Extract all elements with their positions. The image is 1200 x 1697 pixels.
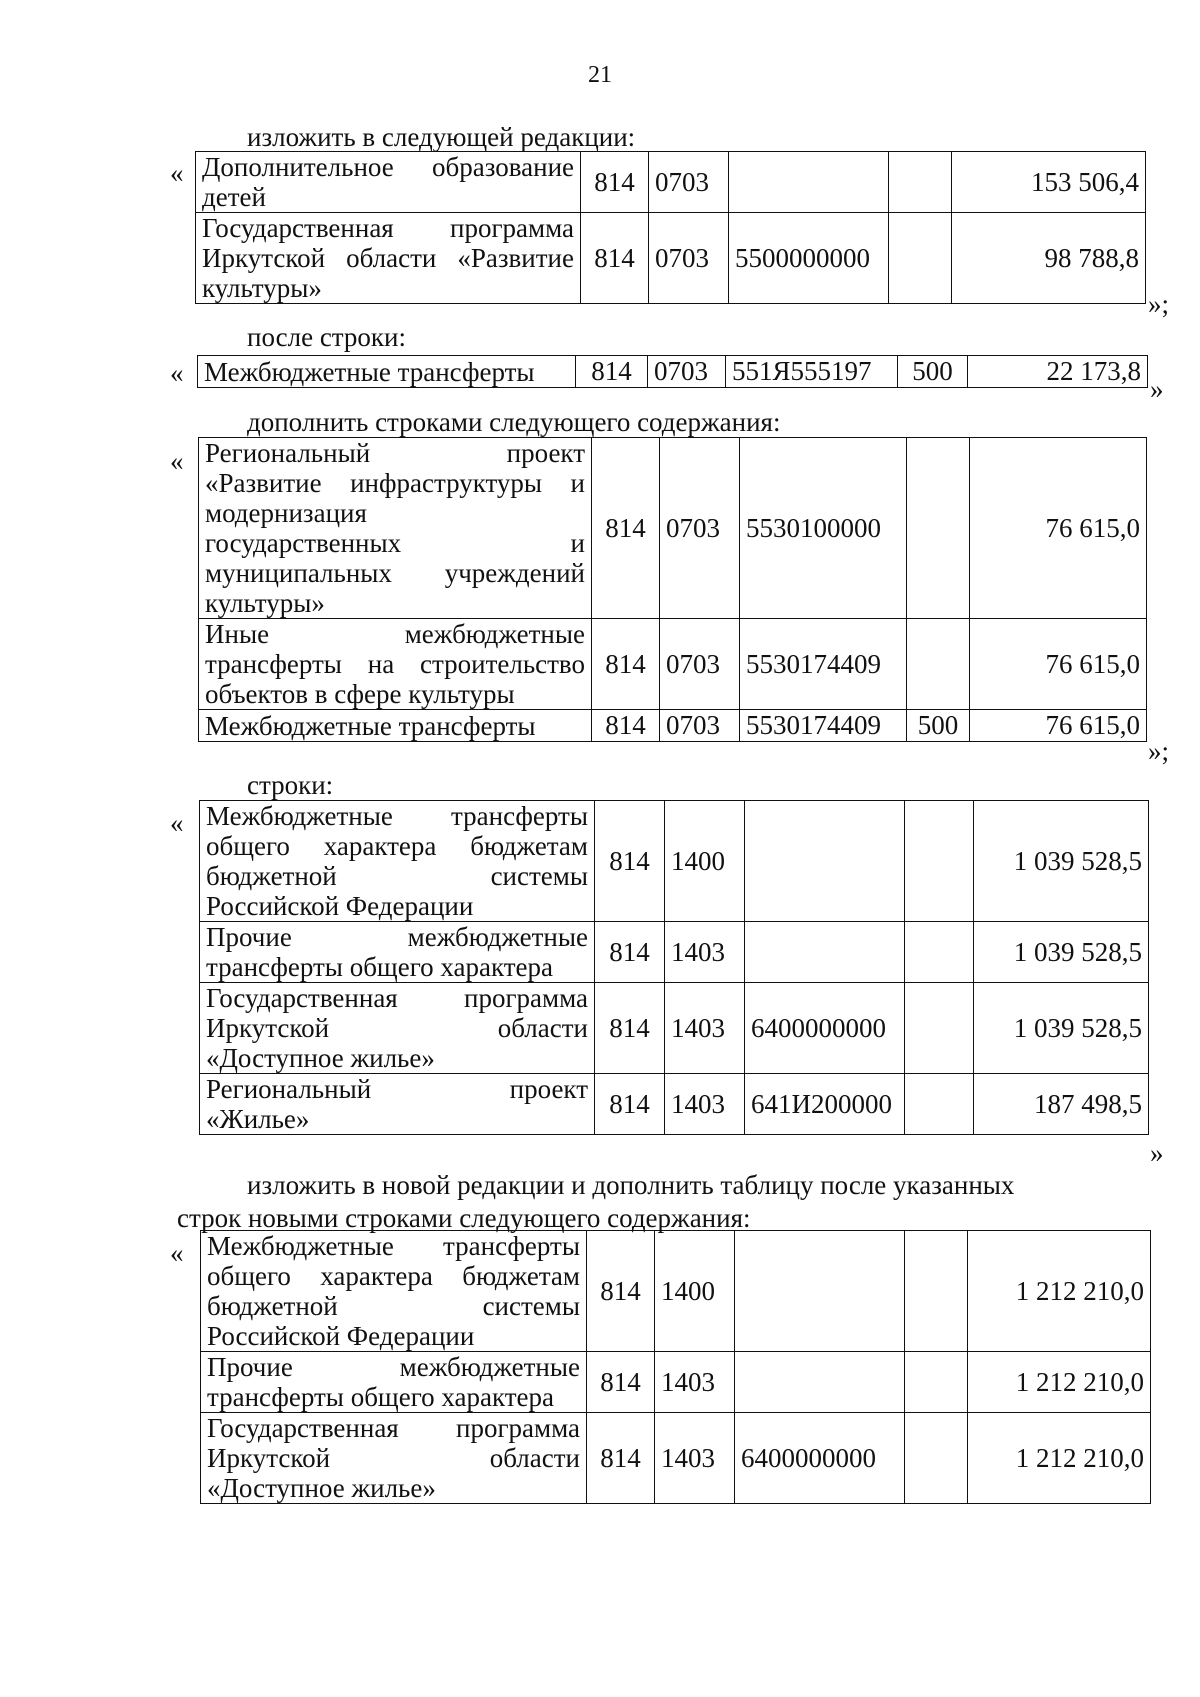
table-row: [198, 356, 1148, 388]
cell-name-line: трансферты на строительство: [205, 649, 585, 679]
cell-target-article: 641И200000: [745, 1074, 905, 1135]
cell-name-line: Российской Федерации: [207, 1321, 475, 1351]
budget-table-3: [198, 437, 1147, 742]
cell-expense-type: [889, 213, 952, 304]
cell-code: 814: [587, 1413, 655, 1504]
cell-amount: 1 039 528,5: [974, 983, 1149, 1074]
budget-table-1: [195, 151, 1146, 304]
cell-name-line: «Доступное жилье»: [207, 1473, 436, 1503]
cell-code: 814: [595, 983, 665, 1074]
open-quote: «: [170, 158, 184, 188]
budget-table-5: [200, 1230, 1151, 1504]
cell-section: 1400: [655, 1231, 735, 1352]
instruction-text: изложить в новой редакции и дополнить таблицу после указанных: [247, 1170, 1015, 1200]
cell-amount: 1 212 210,0: [968, 1231, 1151, 1352]
cell-code: 814: [595, 801, 665, 922]
cell-expense-type: [907, 438, 970, 619]
cell-name: [198, 356, 576, 388]
cell-target-article: 551Я555197: [726, 356, 898, 388]
close-quote: »;: [1148, 289, 1170, 319]
cell-target-article: 6400000000: [735, 1413, 905, 1504]
cell-name: [199, 438, 592, 619]
cell-section: 0703: [660, 710, 740, 742]
cell-name: [200, 1074, 595, 1135]
cell-name-line: Межбюджетные трансферты: [206, 801, 588, 831]
cell-name-line: трансферты общего характера: [206, 952, 553, 982]
cell-expense-type: [905, 922, 974, 983]
cell-name-line: трансферты общего характера: [207, 1382, 554, 1412]
cell-name-line: Региональный проект: [205, 438, 585, 468]
cell-name-line: Межбюджетные трансферты: [205, 710, 536, 741]
cell-code: 814: [595, 922, 665, 983]
cell-name: [196, 152, 581, 213]
cell-section: 1403: [655, 1352, 735, 1413]
table-row: [199, 710, 1147, 742]
cell-name-line: Иные межбюджетные: [205, 619, 585, 649]
instruction-text: изложить в следующей редакции:: [247, 122, 636, 152]
open-quote: «: [170, 358, 184, 388]
cell-section: 1403: [665, 1074, 745, 1135]
cell-amount: 153 506,4: [952, 152, 1146, 213]
page-number: 21: [588, 62, 612, 88]
cell-name-line: государственных и: [205, 528, 585, 558]
open-quote: «: [170, 1238, 184, 1268]
cell-name: [199, 619, 592, 710]
table-row: [196, 152, 1146, 213]
cell-target-article: 5530174409: [740, 710, 907, 742]
cell-name-line: «Жилье»: [206, 1104, 310, 1134]
cell-expense-type: 500: [898, 356, 968, 388]
cell-section: 0703: [648, 356, 726, 388]
cell-target-article: [745, 801, 905, 922]
cell-name-line: детей: [202, 182, 266, 212]
cell-name-line: объектов в сфере культуры: [205, 679, 515, 709]
cell-target-article: 5530100000: [740, 438, 907, 619]
cell-code: 814: [581, 213, 649, 304]
close-quote: »;: [1148, 736, 1170, 766]
cell-expense-type: [905, 1352, 968, 1413]
cell-name-line: Региональный проект: [206, 1074, 588, 1104]
cell-name-line: Межбюджетные трансферты: [204, 356, 535, 387]
open-quote: «: [170, 808, 184, 838]
cell-name-line: Государственная программа: [206, 983, 588, 1013]
cell-name-line: Иркутской области «Развитие: [202, 243, 574, 273]
cell-code: 814: [581, 152, 649, 213]
cell-section: 1403: [665, 922, 745, 983]
budget-table-4: [199, 800, 1149, 1135]
cell-section: 0703: [649, 213, 729, 304]
cell-name-line: общего характера бюджетам: [207, 1261, 580, 1291]
table-row: [201, 1413, 1151, 1504]
cell-section: 0703: [649, 152, 729, 213]
cell-expense-type: [905, 983, 974, 1074]
cell-amount: 22 173,8: [968, 356, 1148, 388]
table-row: [200, 983, 1149, 1074]
cell-amount: 1 212 210,0: [968, 1352, 1151, 1413]
cell-section: 1403: [655, 1413, 735, 1504]
cell-name-line: модернизация: [205, 498, 367, 528]
cell-name-line: Иркутской области: [207, 1443, 580, 1473]
table-row: [201, 1231, 1151, 1352]
cell-name-line: Иркутской области: [206, 1013, 588, 1043]
instruction-text: строк новыми строками следующего содержания:: [177, 1203, 751, 1233]
cell-name-line: бюджетной системы: [206, 861, 588, 891]
cell-name-line: Прочие межбюджетные: [207, 1352, 580, 1382]
cell-name: [201, 1413, 587, 1504]
cell-amount: 98 788,8: [952, 213, 1146, 304]
cell-name: [199, 710, 592, 742]
cell-target-article: [745, 922, 905, 983]
cell-amount: 1 039 528,5: [974, 801, 1149, 922]
cell-name: [200, 801, 595, 922]
cell-amount: 1 212 210,0: [968, 1413, 1151, 1504]
instruction-text: после строки:: [247, 322, 406, 352]
cell-expense-type: [907, 619, 970, 710]
budget-table-2: [197, 355, 1148, 388]
close-quote: »: [1150, 374, 1164, 404]
cell-name-line: Российской Федерации: [206, 891, 474, 921]
cell-expense-type: [905, 1074, 974, 1135]
cell-amount: 76 615,0: [970, 438, 1147, 619]
cell-name: [196, 213, 581, 304]
cell-expense-type: [905, 1231, 968, 1352]
cell-target-article: [729, 152, 889, 213]
cell-name-line: культуры»: [202, 273, 322, 303]
table-row: [199, 438, 1147, 619]
cell-target-article: 5530174409: [740, 619, 907, 710]
cell-expense-type: [905, 1413, 968, 1504]
cell-name-line: муниципальных учреждений: [205, 558, 585, 588]
cell-expense-type: [889, 152, 952, 213]
cell-name-line: общего характера бюджетам: [206, 831, 588, 861]
cell-target-article: 5500000000: [729, 213, 889, 304]
cell-section: 0703: [660, 438, 740, 619]
cell-code: 814: [592, 710, 660, 742]
cell-code: 814: [592, 438, 660, 619]
cell-code: 814: [576, 356, 648, 388]
table-row: [199, 619, 1147, 710]
cell-section: 1400: [665, 801, 745, 922]
cell-expense-type: 500: [907, 710, 970, 742]
cell-code: 814: [595, 1074, 665, 1135]
cell-name-line: Дополнительное образование: [202, 152, 574, 182]
instruction-text: дополнить строками следующего содержания:: [247, 407, 781, 437]
cell-name: [200, 983, 595, 1074]
cell-name-line: Межбюджетные трансферты: [207, 1231, 580, 1261]
cell-section: 0703: [660, 619, 740, 710]
cell-target-article: [735, 1352, 905, 1413]
cell-amount: 187 498,5: [974, 1074, 1149, 1135]
cell-name-line: Государственная программа: [207, 1413, 580, 1443]
cell-section: 1403: [665, 983, 745, 1074]
table-row: [201, 1352, 1151, 1413]
cell-code: 814: [587, 1352, 655, 1413]
cell-code: 814: [587, 1231, 655, 1352]
cell-name-line: «Развитие инфраструктуры и: [205, 468, 585, 498]
cell-name-line: культуры»: [205, 588, 325, 618]
table-row: [200, 801, 1149, 922]
cell-name-line: бюджетной системы: [207, 1291, 580, 1321]
instruction-text: строки:: [247, 770, 334, 800]
open-quote: «: [170, 446, 184, 476]
cell-amount: 76 615,0: [970, 710, 1147, 742]
table-row: [200, 1074, 1149, 1135]
close-quote: »: [1150, 1138, 1164, 1168]
cell-amount: 76 615,0: [970, 619, 1147, 710]
cell-name: [200, 922, 595, 983]
cell-code: 814: [592, 619, 660, 710]
cell-name: [201, 1231, 587, 1352]
cell-amount: 1 039 528,5: [974, 922, 1149, 983]
table-row: [200, 922, 1149, 983]
cell-name-line: «Доступное жилье»: [206, 1043, 435, 1073]
cell-target-article: [735, 1231, 905, 1352]
table-row: [196, 213, 1146, 304]
cell-name-line: Государственная программа: [202, 213, 574, 243]
cell-name-line: Прочие межбюджетные: [206, 922, 588, 952]
cell-expense-type: [905, 801, 974, 922]
cell-target-article: 6400000000: [745, 983, 905, 1074]
cell-name: [201, 1352, 587, 1413]
